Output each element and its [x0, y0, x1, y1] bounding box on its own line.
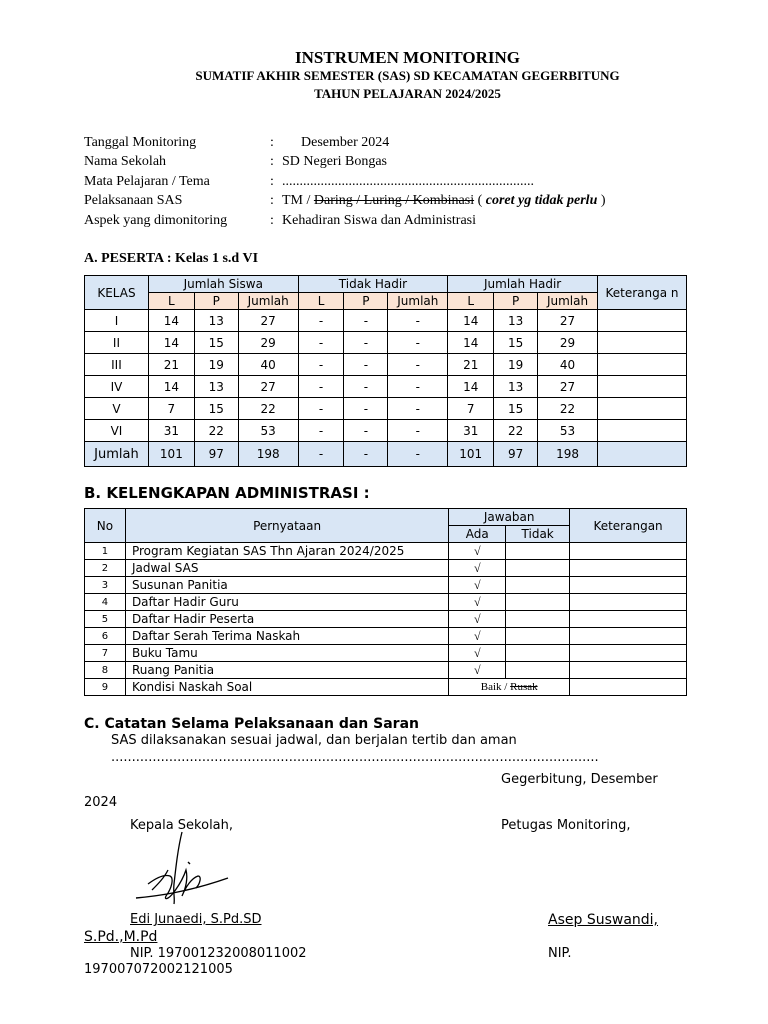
- total-siswa-p: 97: [194, 442, 238, 467]
- header-tidak-hadir: Tidak Hadir: [298, 276, 448, 293]
- cell-tidak-hadir-l: -: [298, 398, 344, 420]
- cell-hadir-l: 14: [448, 332, 494, 354]
- tanggal-label: Tanggal Monitoring: [84, 135, 197, 150]
- pelaksanaan-close-paren: ): [600, 193, 606, 208]
- pelaksanaan-note: coret yg tidak perlu: [485, 193, 598, 208]
- cell-tidak-hadir-l: -: [298, 376, 344, 398]
- cell-kelas: III: [85, 354, 149, 376]
- cell-hadir-l: 14: [448, 310, 494, 332]
- table-row: [85, 376, 687, 398]
- pelaksanaan-tm: TM /: [282, 193, 311, 208]
- cell-hadir-p: 13: [494, 376, 538, 398]
- sekolah-label: Nama Sekolah: [84, 154, 167, 169]
- cell-tidak-hadir-p: -: [344, 332, 388, 354]
- row-ket: [570, 560, 687, 577]
- table-row: [85, 420, 687, 442]
- header-pernyataan: Pernyataan: [125, 509, 448, 543]
- row-item: Daftar Hadir Peserta: [125, 611, 448, 628]
- kepala-label: Kepala Sekolah,: [130, 818, 234, 833]
- cell-siswa-jumlah: 27: [238, 310, 298, 332]
- cell-hadir-jumlah: 29: [538, 332, 598, 354]
- cell-tidak-hadir-p: -: [344, 398, 388, 420]
- table-row: [85, 332, 687, 354]
- cell-kelas: IV: [85, 376, 149, 398]
- row-no: 2: [85, 560, 126, 577]
- total-kelas: Jumlah: [85, 442, 149, 467]
- baik-label: Baik /: [480, 681, 508, 693]
- section-c-title: C. Catatan Selama Pelaksanaan dan Saran: [84, 716, 419, 732]
- petugas-name: Asep Suswandi,: [548, 912, 659, 928]
- header-jumlah: Jumlah: [388, 293, 448, 310]
- document-year: TAHUN PELAJARAN 2024/2025: [314, 86, 501, 101]
- cell-tidak-hadir-p: -: [344, 310, 388, 332]
- row-no: 5: [85, 611, 126, 628]
- header-jawaban: Jawaban: [449, 509, 570, 526]
- row-tidak: [506, 662, 570, 679]
- pelaksanaan-value: [282, 193, 606, 209]
- cell-tidak-hadir-l: -: [298, 332, 344, 354]
- colon: :: [270, 193, 274, 208]
- section-b-title: B. KELENGKAPAN ADMINISTRASI :: [84, 484, 370, 502]
- cell-siswa-l: 7: [148, 398, 194, 420]
- cell-hadir-jumlah: 27: [538, 376, 598, 398]
- cell-siswa-l: 14: [148, 310, 194, 332]
- header-jumlah: Jumlah: [538, 293, 598, 310]
- row-no: 3: [85, 577, 126, 594]
- cell-hadir-p: 22: [494, 420, 538, 442]
- row-ada: √: [449, 594, 506, 611]
- petugas-name-cont: S.Pd.,M.Pd: [84, 929, 158, 945]
- row-ket: [570, 577, 687, 594]
- row-item: Susunan Panitia: [125, 577, 448, 594]
- header-jumlah-hadir: Jumlah Hadir: [448, 276, 598, 293]
- header-jumlah-siswa: Jumlah Siswa: [148, 276, 298, 293]
- total-tidak-hadir-p: -: [344, 442, 388, 467]
- cell-siswa-p: 19: [194, 354, 238, 376]
- row-tidak: [506, 628, 570, 645]
- cell-siswa-p: 15: [194, 398, 238, 420]
- table-row: [85, 594, 687, 611]
- cell-tidak-hadir-l: -: [298, 420, 344, 442]
- cell-hadir-jumlah: 27: [538, 310, 598, 332]
- header-kelas: KELAS: [85, 276, 149, 310]
- cell-keterangan: [597, 376, 686, 398]
- cell-hadir-p: 19: [494, 354, 538, 376]
- cell-hadir-l: 31: [448, 420, 494, 442]
- row-item: Daftar Hadir Guru: [125, 594, 448, 611]
- cell-tidak-hadir-p: -: [344, 376, 388, 398]
- header-tidak: Tidak: [506, 526, 570, 543]
- row-no: 4: [85, 594, 126, 611]
- pelaksanaan-open-paren: (: [477, 193, 483, 208]
- cell-tidak-hadir-jumlah: -: [388, 354, 448, 376]
- row-item: Buku Tamu: [125, 645, 448, 662]
- catatan-dots: ......................................................................................................................: [111, 750, 599, 765]
- header-jumlah: Jumlah: [238, 293, 298, 310]
- row-ket: [570, 611, 687, 628]
- cell-tidak-hadir-p: -: [344, 354, 388, 376]
- row-no: 9: [85, 679, 126, 696]
- aspek-value: Kehadiran Siswa dan Administrasi: [282, 213, 477, 228]
- cell-siswa-jumlah: 29: [238, 332, 298, 354]
- row-ada: √: [449, 662, 506, 679]
- header-p: P: [344, 293, 388, 310]
- cell-tidak-hadir-jumlah: -: [388, 398, 448, 420]
- header-no: No: [85, 509, 126, 543]
- header-keterangan: Keterangan: [570, 509, 687, 543]
- cell-keterangan: [597, 398, 686, 420]
- cell-tidak-hadir-jumlah: -: [388, 310, 448, 332]
- table-row: [85, 398, 687, 420]
- petugas-nip-label: NIP.: [548, 946, 572, 961]
- row-ket: [570, 594, 687, 611]
- row-tidak: [506, 594, 570, 611]
- total-keterangan: [597, 442, 686, 467]
- row-ada: √: [449, 543, 506, 560]
- row-item: Program Kegiatan SAS Thn Ajaran 2024/2025: [125, 543, 448, 560]
- row-ada: √: [449, 645, 506, 662]
- catatan-text: SAS dilaksanakan sesuai jadwal, dan berjalan tertib dan aman: [111, 733, 517, 748]
- rusak-label: Rusak: [510, 681, 538, 693]
- row-no: 6: [85, 628, 126, 645]
- total-tidak-hadir-l: -: [298, 442, 344, 467]
- kondisi-answer: [449, 679, 570, 696]
- total-hadir-p: 97: [494, 442, 538, 467]
- kepala-name: Edi Junaedi, S.Pd.SD: [130, 912, 262, 927]
- cell-keterangan: [597, 332, 686, 354]
- row-no: 7: [85, 645, 126, 662]
- colon: :: [270, 174, 274, 189]
- colon: :: [270, 213, 274, 228]
- peserta-table: [84, 275, 687, 467]
- cell-kelas: I: [85, 310, 149, 332]
- row-ket: [570, 628, 687, 645]
- row-tidak: [506, 543, 570, 560]
- header-l: L: [448, 293, 494, 310]
- cell-siswa-l: 21: [148, 354, 194, 376]
- header-p: P: [494, 293, 538, 310]
- row-item: Kondisi Naskah Soal: [125, 679, 448, 696]
- row-no: 8: [85, 662, 126, 679]
- cell-hadir-jumlah: 22: [538, 398, 598, 420]
- table-row: [85, 310, 687, 332]
- colon: :: [270, 135, 274, 150]
- tanggal-value: Desember 2024: [301, 135, 390, 150]
- cell-hadir-p: 15: [494, 332, 538, 354]
- table-row: [85, 354, 687, 376]
- table-row: [85, 628, 687, 645]
- cell-tidak-hadir-p: -: [344, 420, 388, 442]
- row-ada: √: [449, 577, 506, 594]
- row-ada: √: [449, 628, 506, 645]
- header-p: P: [194, 293, 238, 310]
- table-row: [85, 645, 687, 662]
- kepala-nip: NIP. 197001232008011002: [130, 946, 307, 961]
- document-title: INSTRUMEN MONITORING: [295, 48, 520, 67]
- cell-hadir-l: 7: [448, 398, 494, 420]
- cell-tidak-hadir-jumlah: -: [388, 420, 448, 442]
- row-ket: [570, 662, 687, 679]
- mapel-value: ........................................................................: [282, 174, 534, 189]
- section-a-title: A. PESERTA : Kelas 1 s.d VI: [84, 251, 259, 266]
- row-ada: √: [449, 611, 506, 628]
- aspek-label: Aspek yang dimonitoring: [84, 213, 228, 228]
- table-row: [85, 577, 687, 594]
- row-tidak: [506, 611, 570, 628]
- row-item: Daftar Serah Terima Naskah: [125, 628, 448, 645]
- mapel-label: Mata Pelajaran / Tema: [84, 174, 210, 189]
- cell-siswa-p: 15: [194, 332, 238, 354]
- date-year: 2024: [84, 795, 118, 810]
- cell-siswa-p: 22: [194, 420, 238, 442]
- row-ket: [570, 543, 687, 560]
- row-no: 1: [85, 543, 126, 560]
- total-siswa-l: 101: [148, 442, 194, 467]
- kepala-signature: [128, 826, 236, 908]
- table-row-total: [85, 442, 687, 467]
- cell-hadir-l: 21: [448, 354, 494, 376]
- colon: :: [270, 154, 274, 169]
- row-tidak: [506, 645, 570, 662]
- cell-keterangan: [597, 354, 686, 376]
- cell-siswa-l: 14: [148, 332, 194, 354]
- cell-hadir-l: 14: [448, 376, 494, 398]
- cell-tidak-hadir-l: -: [298, 310, 344, 332]
- pelaksanaan-struck-options: Daring / Luring / Kombinasi: [313, 193, 475, 208]
- table-row: [85, 662, 687, 679]
- cell-tidak-hadir-jumlah: -: [388, 332, 448, 354]
- cell-kelas: V: [85, 398, 149, 420]
- total-siswa-jumlah: 198: [238, 442, 298, 467]
- cell-keterangan: [597, 310, 686, 332]
- cell-tidak-hadir-jumlah: -: [388, 376, 448, 398]
- header-l: L: [148, 293, 194, 310]
- table-row: [85, 611, 687, 628]
- row-tidak: [506, 577, 570, 594]
- cell-siswa-p: 13: [194, 310, 238, 332]
- header-keterangan: Keteranga n: [597, 276, 686, 310]
- cell-keterangan: [597, 420, 686, 442]
- administrasi-table: [84, 508, 687, 696]
- petugas-label: Petugas Monitoring,: [501, 818, 631, 833]
- cell-siswa-l: 31: [148, 420, 194, 442]
- row-ada: √: [449, 560, 506, 577]
- row-keterangan: [570, 679, 687, 696]
- cell-siswa-jumlah: 40: [238, 354, 298, 376]
- cell-kelas: II: [85, 332, 149, 354]
- row-item: Ruang Panitia: [125, 662, 448, 679]
- table-row: [85, 560, 687, 577]
- sekolah-value: SD Negeri Bongas: [282, 154, 387, 169]
- document-subtitle: SUMATIF AKHIR SEMESTER (SAS) SD KECAMATAN GEGERBITUNG: [195, 68, 620, 83]
- petugas-nip: 197007072002121005: [84, 962, 233, 977]
- cell-hadir-jumlah: 53: [538, 420, 598, 442]
- cell-siswa-l: 14: [148, 376, 194, 398]
- cell-siswa-jumlah: 22: [238, 398, 298, 420]
- table-row-kondisi-naskah: [85, 679, 687, 696]
- pelaksanaan-label: Pelaksanaan SAS: [84, 193, 183, 208]
- cell-siswa-jumlah: 27: [238, 376, 298, 398]
- cell-hadir-p: 13: [494, 310, 538, 332]
- header-l: L: [298, 293, 344, 310]
- table-row: [85, 543, 687, 560]
- place-date: Gegerbitung, Desember: [501, 772, 658, 787]
- cell-hadir-jumlah: 40: [538, 354, 598, 376]
- total-hadir-l: 101: [448, 442, 494, 467]
- row-ket: [570, 645, 687, 662]
- header-ada: Ada: [449, 526, 506, 543]
- cell-hadir-p: 15: [494, 398, 538, 420]
- cell-kelas: VI: [85, 420, 149, 442]
- row-tidak: [506, 560, 570, 577]
- cell-siswa-p: 13: [194, 376, 238, 398]
- row-item: Jadwal SAS: [125, 560, 448, 577]
- cell-siswa-jumlah: 53: [238, 420, 298, 442]
- cell-tidak-hadir-l: -: [298, 354, 344, 376]
- total-tidak-hadir-jumlah: -: [388, 442, 448, 467]
- total-hadir-jumlah: 198: [538, 442, 598, 467]
